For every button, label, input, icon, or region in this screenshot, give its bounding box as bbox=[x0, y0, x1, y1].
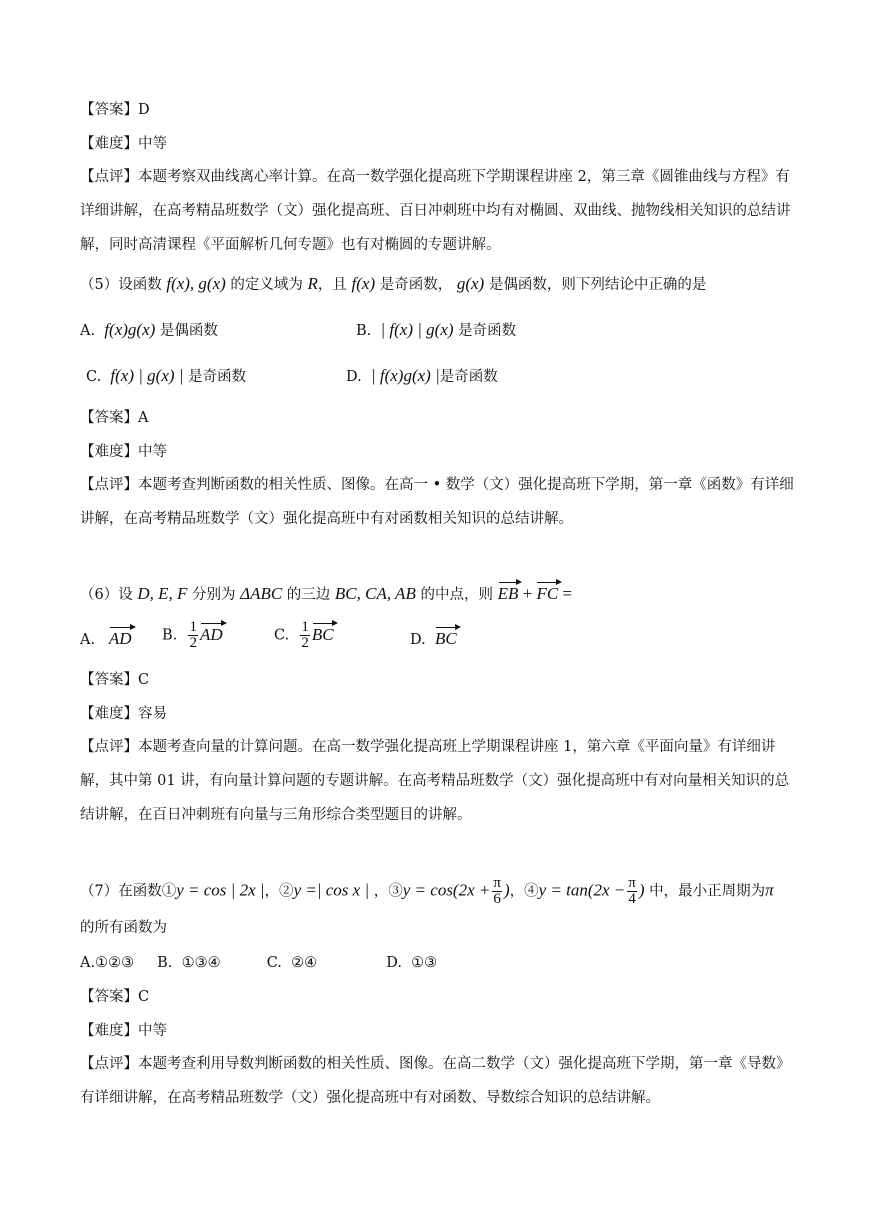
q4-answer: 【答案】D bbox=[80, 102, 150, 118]
q5-option-c-text: 是奇函数 bbox=[183, 369, 247, 385]
q7-function-3-a: y = cos(2x + bbox=[402, 880, 491, 900]
q7-options: A.①②③ B. ①③④ C. ②④ D. ①③ bbox=[80, 955, 438, 971]
q6-option-d-label: D. bbox=[410, 632, 426, 648]
q5-stem bbox=[80, 274, 706, 295]
q7-sep-4: ，④ bbox=[509, 883, 539, 900]
q6-option-b-fraction bbox=[188, 620, 198, 651]
q5-option-d bbox=[346, 366, 498, 387]
q6-option-b-denominator: 2 bbox=[189, 635, 197, 651]
q6-option-c-fraction bbox=[300, 620, 310, 651]
q7-function-3-fraction bbox=[492, 876, 502, 907]
q6-option-a-label: A. bbox=[80, 632, 96, 648]
q6-stem-text-d: 的中点，则 bbox=[415, 587, 498, 603]
q6-option-c bbox=[274, 620, 334, 651]
q5-option-d-label: D. bbox=[346, 369, 362, 385]
q6-option-b-label: B. bbox=[162, 627, 178, 644]
q7-answer: 【答案】C bbox=[80, 989, 150, 1005]
q7-stem-text-b: 中，最小正周期为 bbox=[644, 883, 766, 900]
q5-option-d-math: | f(x)g(x) | bbox=[370, 366, 440, 385]
q7-function-4-denominator: 4 bbox=[628, 891, 636, 907]
q7-comment: 【点评】本题考查利用导数判断函数的相关性质、图像。在高二数学（文）强化提高班下学期，第一章《导数》有详细讲解，在高考精品班数学（文）强化提高班中有对函数、导数综合知识的总结讲解。 bbox=[80, 1056, 791, 1106]
q5-option-d-text: 是奇函数 bbox=[439, 369, 498, 385]
q5-math-f: f(x) bbox=[351, 274, 376, 293]
q6-vector-eb: EB bbox=[497, 584, 519, 603]
q7-function-1: y = cos | 2x | bbox=[176, 880, 265, 900]
q6-vector-fc: FC bbox=[536, 584, 559, 603]
q6-math-sides: BC, CA, AB bbox=[334, 584, 416, 603]
q5-stem-text-d: 是偶函数，则下列结论中正确的是 bbox=[484, 277, 707, 293]
q6-option-b bbox=[162, 620, 223, 651]
q5-math-g: g(x) bbox=[456, 274, 485, 293]
q6-stem bbox=[80, 584, 572, 605]
q7-stem bbox=[80, 876, 774, 907]
q5-option-b-math: | f(x) | g(x) bbox=[380, 320, 454, 339]
q6-option-b-vector: AD bbox=[199, 624, 223, 644]
q4-difficulty: 【难度】中等 bbox=[80, 136, 167, 152]
q6-option-d bbox=[410, 629, 457, 650]
q7-pi: π bbox=[765, 880, 774, 900]
q7-function-2: y =| cos x | bbox=[293, 880, 370, 900]
q5-option-a-math: f(x)g(x) bbox=[104, 320, 156, 339]
q5-comment: 【点评】本题考查判断函数的相关性质、图像。在高一 • 数学（文）强化提高班下学期，第一章《函数》有详细讲解，在高考精品班数学（文）强化提高班中有对函数相关知识的总结讲解。 bbox=[80, 477, 794, 527]
q5-option-c-label: C. bbox=[86, 369, 102, 385]
q5-stem-text-a: 的定义域为 bbox=[225, 277, 308, 293]
q5-math-r: R bbox=[307, 274, 318, 293]
q6-option-c-vector: BC bbox=[311, 624, 334, 644]
q5-option-a-text: 是偶函数 bbox=[155, 323, 218, 339]
q5-option-b bbox=[356, 320, 516, 341]
q5-stem-number: （5）设函数 bbox=[80, 277, 167, 293]
q7-function-4-b: ) bbox=[638, 880, 645, 900]
q5-option-c-math: f(x) | g(x) | bbox=[110, 366, 184, 385]
q5-stem-text-b: ，且 bbox=[317, 277, 352, 293]
q6-equals: = bbox=[558, 584, 573, 603]
q5-stem-text-c: 是奇函数， bbox=[375, 277, 457, 293]
q7-sep-3: ，③ bbox=[369, 883, 403, 900]
q6-math-triangle: ΔABC bbox=[240, 584, 283, 603]
q7-stem-continued: 的所有函数为 bbox=[80, 920, 167, 936]
q7-sep-2: ，② bbox=[264, 883, 294, 900]
q5-answer: 【答案】A bbox=[80, 410, 149, 426]
q7-stem-text-a: （7）在函数① bbox=[80, 883, 177, 900]
q6-answer: 【答案】C bbox=[80, 672, 150, 688]
q7-function-4-a: y = tan(2x − bbox=[538, 880, 626, 900]
q7-function-3-denominator: 6 bbox=[493, 891, 501, 907]
q7-function-3-b: ) bbox=[503, 880, 510, 900]
q4-comment: 【点评】本题考察双曲线离心率计算。在高一数学强化提高班下学期课程讲座 2，第三章《圆锥曲线与方程》有详细讲解，在高考精品班数学（文）强化提高班、百日冲刺班中均有对椭圆、双曲线、抛物线相关知识的总结讲解，同时高清课程《平面解析几何专题》也有对椭圆的专题讲解。 bbox=[80, 169, 791, 253]
q6-stem-text-c: 的三边 bbox=[282, 587, 335, 603]
q7-function-3-numerator: π bbox=[493, 875, 501, 891]
q5-option-b-text: 是奇函数 bbox=[453, 323, 517, 339]
q7-function-4-fraction bbox=[627, 876, 637, 907]
q5-math-fg: f(x), g(x) bbox=[166, 274, 226, 293]
q6-plus: + bbox=[518, 584, 537, 603]
q6-option-c-numerator: 1 bbox=[301, 619, 309, 635]
q5-option-c bbox=[86, 366, 246, 387]
q5-option-b-label: B. bbox=[356, 323, 372, 339]
q6-option-b-numerator: 1 bbox=[189, 619, 197, 635]
q6-difficulty: 【难度】容易 bbox=[80, 706, 167, 722]
q7-difficulty: 【难度】中等 bbox=[80, 1023, 167, 1039]
q6-option-d-vector: BC bbox=[434, 629, 457, 648]
q6-option-c-denominator: 2 bbox=[301, 635, 309, 651]
q6-stem-text-a: （6）设 bbox=[80, 587, 138, 603]
q6-comment: 【点评】本题考查向量的计算问题。在高一数学强化提高班上学期课程讲座 1，第六章《平面向量》有详细讲解，其中第 01 讲，有向量计算问题的专题讲解。在高考精品班数学（文）强化提高班中有对向量相关知识的总结讲解，在百日冲刺班有向量与三角形综合类型题目的讲解。 bbox=[80, 739, 790, 823]
q6-math-def: D, E, F bbox=[137, 584, 188, 603]
q5-option-a-label: A. bbox=[80, 323, 96, 339]
q6-option-a bbox=[80, 629, 132, 650]
q5-option-a bbox=[80, 320, 218, 341]
q6-option-c-label: C. bbox=[274, 627, 290, 644]
q6-stem-text-b: 分别为 bbox=[187, 587, 241, 603]
q7-function-4-numerator: π bbox=[628, 875, 636, 891]
q5-difficulty: 【难度】中等 bbox=[80, 444, 167, 460]
q6-option-a-vector: AD bbox=[108, 629, 132, 648]
